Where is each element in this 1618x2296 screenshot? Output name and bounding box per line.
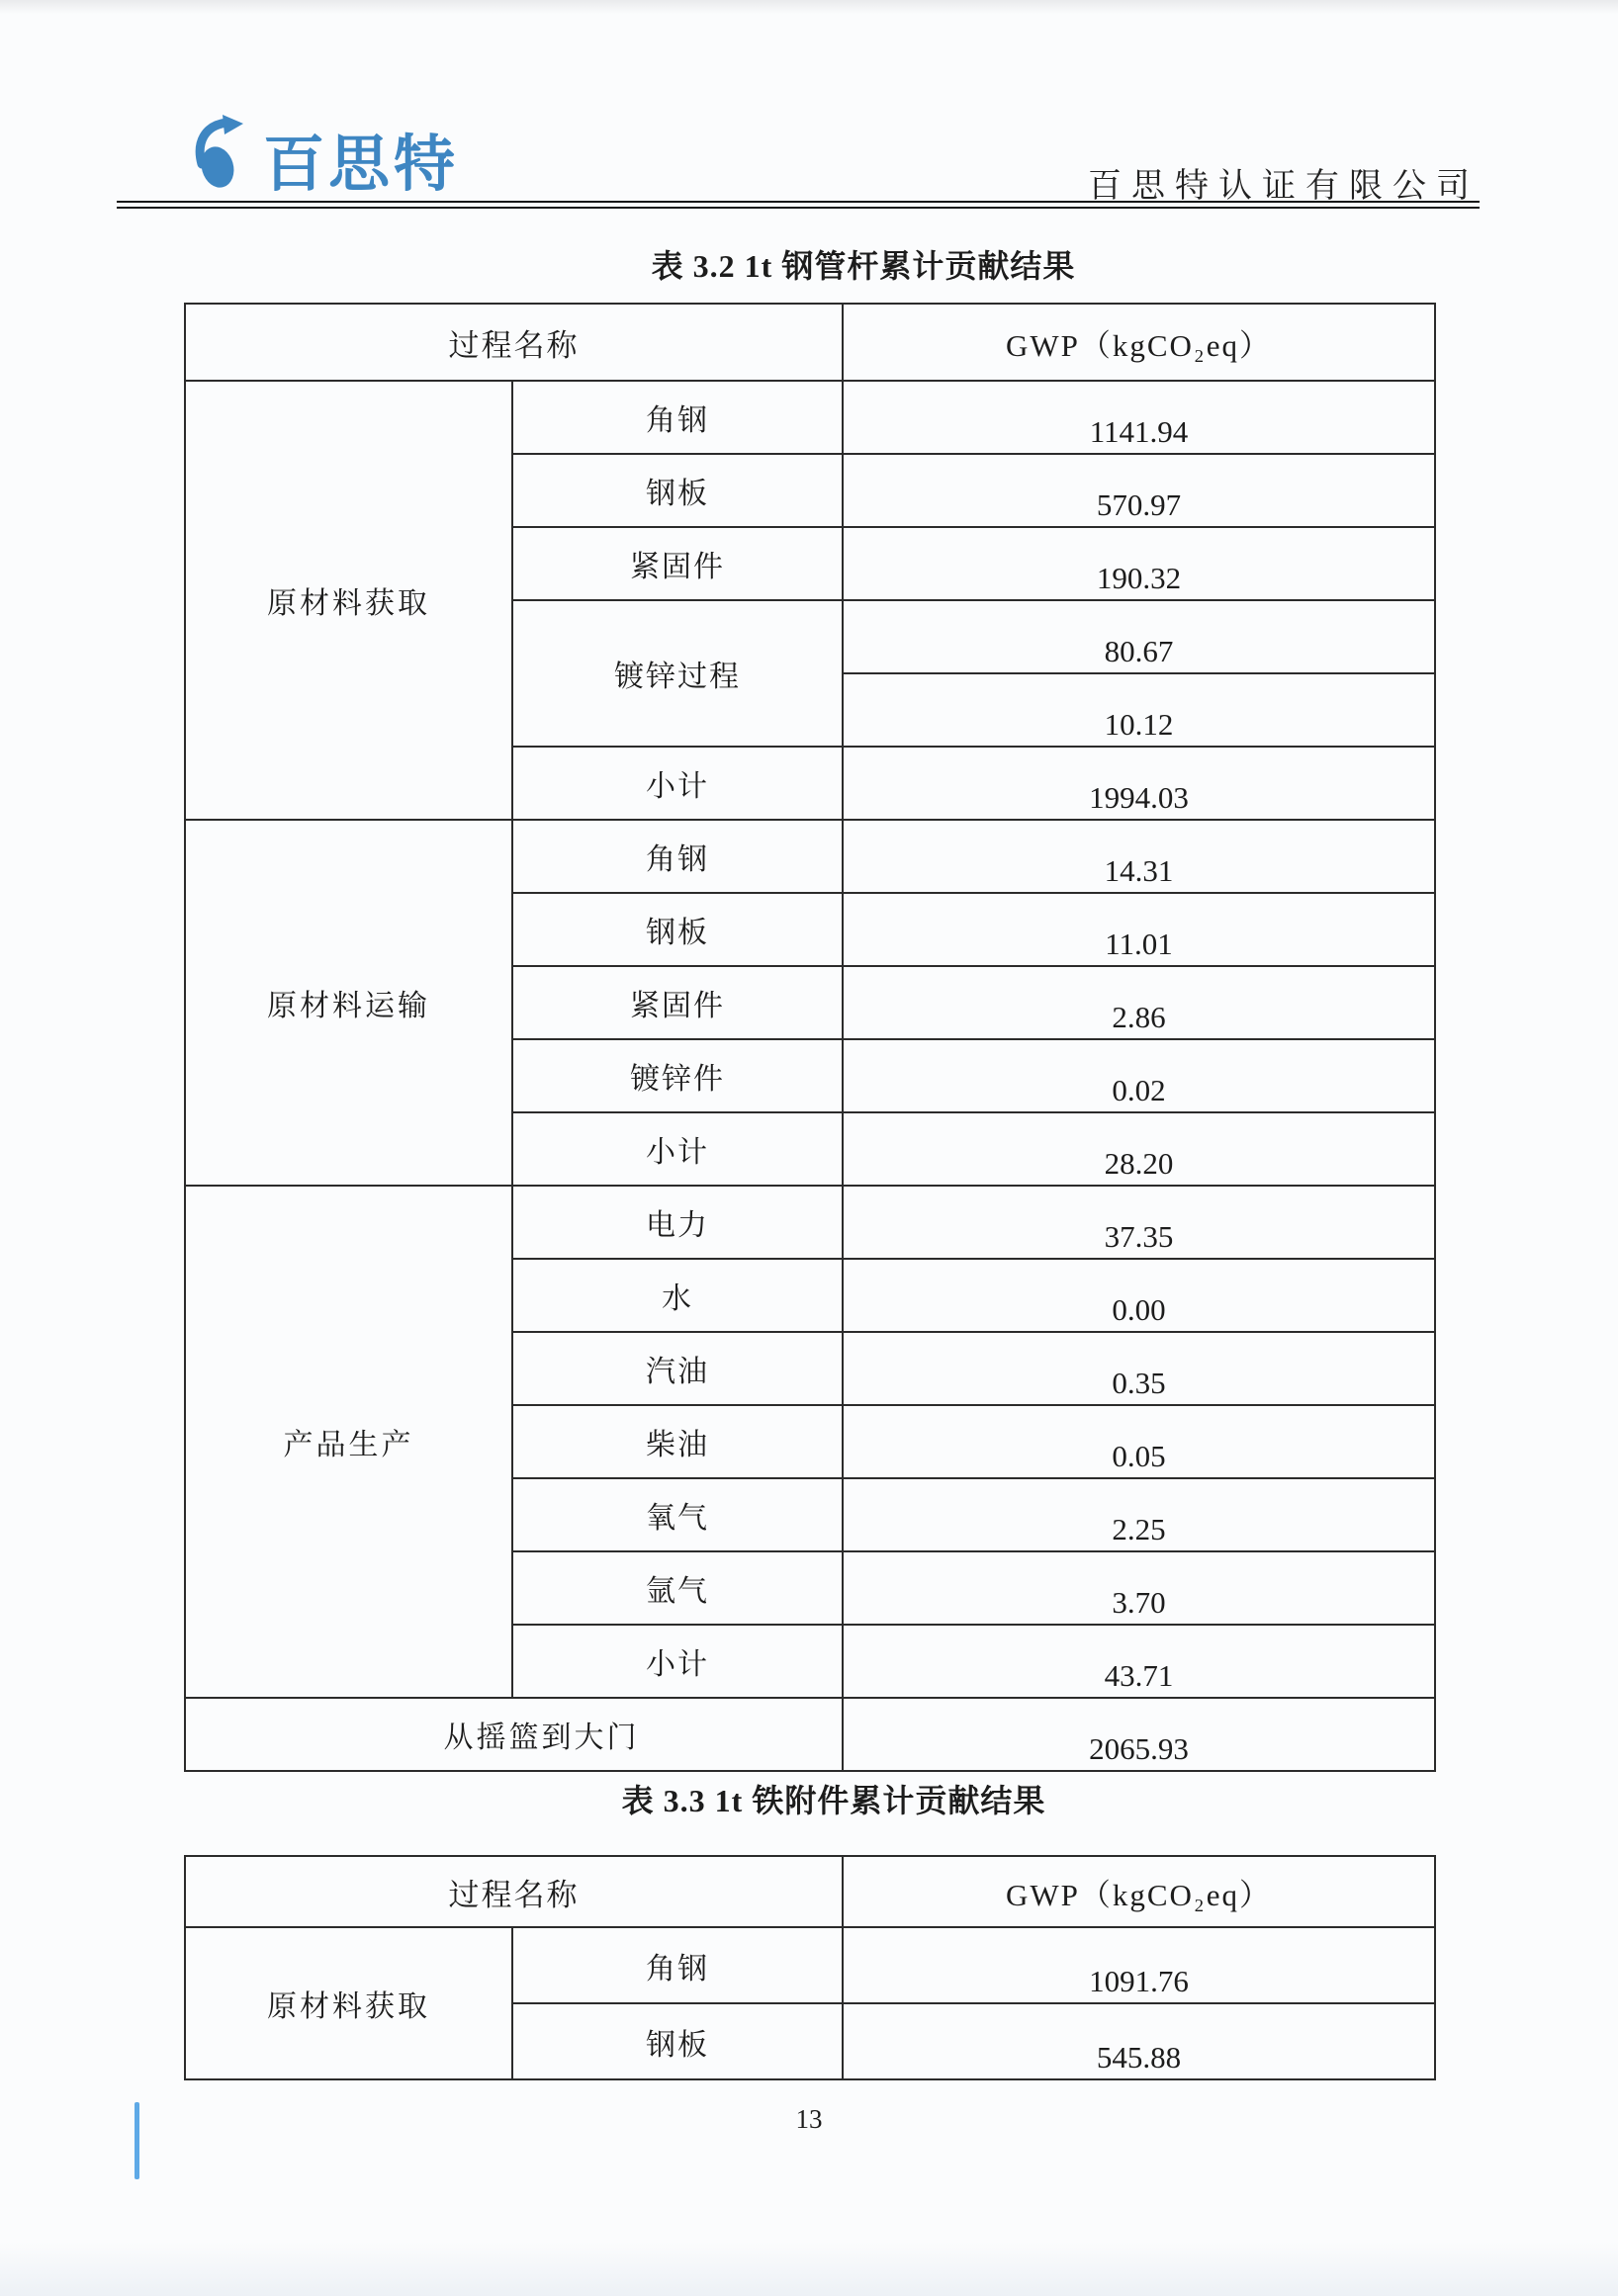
gwp-value-cell: 0.35 (843, 1332, 1435, 1405)
gwp-value-cell: 190.32 (843, 527, 1435, 600)
item-cell: 钢板 (512, 893, 843, 966)
item-cell: 电力 (512, 1186, 843, 1259)
table-3-2-title: 表 3.2 1t 钢管杆累计贡献结果 (651, 248, 1076, 284)
company-name: 百思特认证有限公司 (1088, 168, 1480, 205)
scan-shading-bottom (0, 2242, 1618, 2296)
category-cell-raw-material-acquisition: 原材料获取 (185, 381, 512, 820)
category-cell-raw-material-acquisition: 原材料获取 (185, 1927, 512, 2079)
gwp-value-cell: 14.31 (843, 820, 1435, 893)
cradle-to-gate-value: 2065.93 (843, 1698, 1435, 1771)
col-header-gwp: GWP（kgCO₂eq） (843, 304, 1435, 381)
item-cell: 角钢 (512, 820, 843, 893)
gwp-value-cell: 2.25 (843, 1478, 1435, 1551)
col-header-process: 过程名称 (185, 1856, 843, 1927)
gwp-value-cell: 2.86 (843, 966, 1435, 1039)
gwp-value-cell: 545.88 (843, 2003, 1435, 2079)
item-cell: 柴油 (512, 1405, 843, 1478)
company-logo (194, 115, 460, 200)
item-cell: 镀锌件 (512, 1039, 843, 1112)
item-cell: 水 (512, 1259, 843, 1332)
gwp-value-cell: 28.20 (843, 1112, 1435, 1186)
gwp-value-cell: 11.01 (843, 893, 1435, 966)
item-cell-galvanizing-process: 镀锌过程 (512, 600, 843, 747)
gwp-value-cell: 0.05 (843, 1405, 1435, 1478)
gwp-value-cell: 10.12 (843, 673, 1435, 747)
header-double-rule (117, 201, 1480, 209)
scan-shading-top (0, 0, 1618, 14)
table-3-3-iron-fitting-contribution (184, 1855, 1436, 2080)
item-cell: 紧固件 (512, 527, 843, 600)
category-cell-raw-material-transport: 原材料运输 (185, 820, 512, 1186)
gwp-value-cell: 1091.76 (843, 1927, 1435, 2003)
item-cell: 紧固件 (512, 966, 843, 1039)
gwp-value-cell: 43.71 (843, 1625, 1435, 1698)
page-number: 13 (795, 2104, 823, 2134)
category-cell-product-production: 产品生产 (185, 1186, 512, 1698)
gwp-value-cell: 80.67 (843, 600, 1435, 673)
item-cell: 氧气 (512, 1478, 843, 1551)
logo-text: 百思特 (263, 131, 460, 200)
item-cell: 氩气 (512, 1551, 843, 1625)
item-cell-subtotal: 小计 (512, 1112, 843, 1186)
item-cell: 角钢 (512, 1927, 843, 2003)
col-header-process: 过程名称 (185, 304, 843, 381)
gwp-value-cell: 1141.94 (843, 381, 1435, 454)
item-cell-subtotal: 小计 (512, 747, 843, 820)
item-cell: 钢板 (512, 2003, 843, 2079)
cradle-to-gate-label: 从摇篮到大门 (185, 1698, 843, 1771)
col-header-gwp: GWP（kgCO₂eq） (843, 1856, 1435, 1927)
logo-icon (194, 115, 253, 195)
item-cell: 角钢 (512, 381, 843, 454)
table-3-2-steel-pole-contribution (184, 303, 1436, 1772)
gwp-value-cell: 37.35 (843, 1186, 1435, 1259)
gwp-value-cell: 3.70 (843, 1551, 1435, 1625)
gwp-value-cell: 0.00 (843, 1259, 1435, 1332)
gwp-value-cell: 1994.03 (843, 747, 1435, 820)
item-cell-subtotal: 小计 (512, 1625, 843, 1698)
table-3-3-title: 表 3.3 1t 铁附件累计贡献结果 (621, 1783, 1046, 1818)
item-cell: 钢板 (512, 454, 843, 527)
gwp-value-cell: 570.97 (843, 454, 1435, 527)
gwp-value-cell: 0.02 (843, 1039, 1435, 1112)
item-cell: 汽油 (512, 1332, 843, 1405)
